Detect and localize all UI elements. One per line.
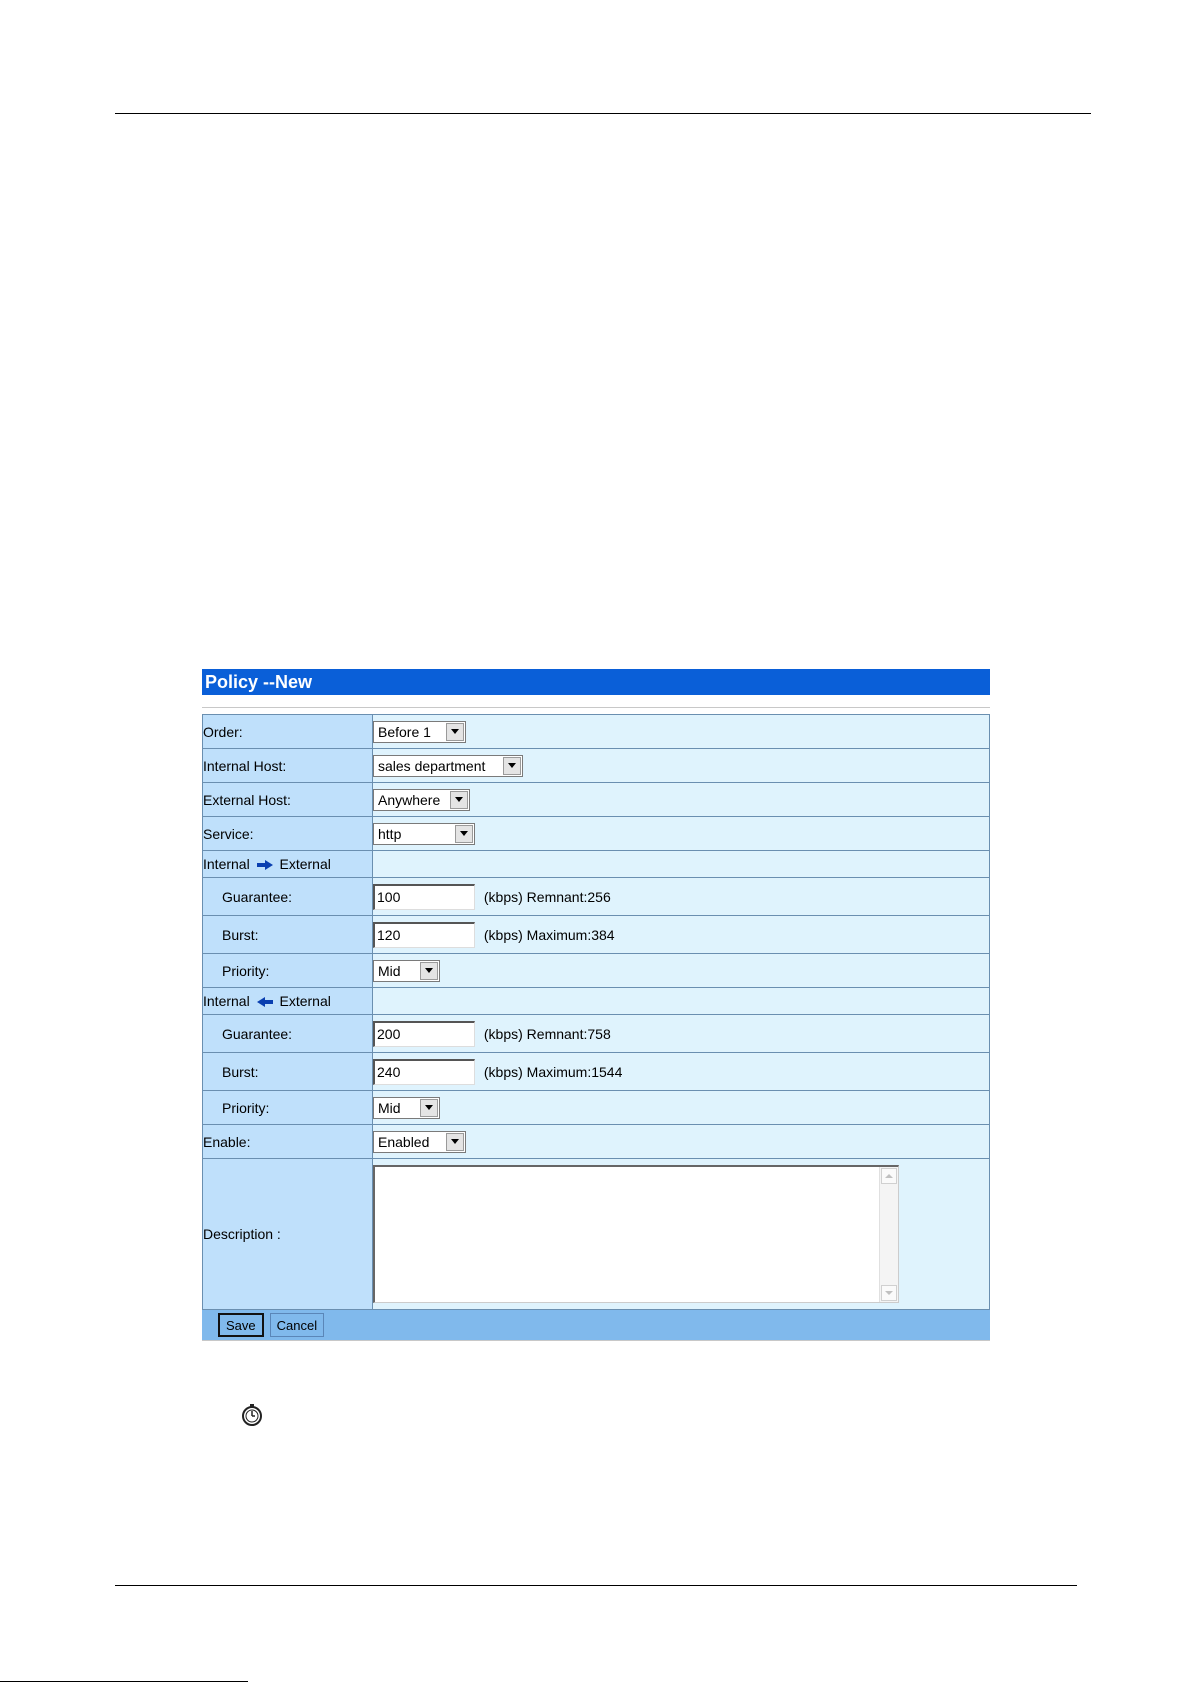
internal-host-select-value: sales department [378,757,486,774]
outbound-burst-row [203,916,990,954]
chevron-down-icon[interactable] [503,757,521,775]
inbound-priority-label: Priority: [203,1091,373,1125]
enable-select[interactable] [373,1131,466,1153]
footnote-rule [0,1681,248,1682]
inbound-heading-left: Internal [203,993,250,1009]
chevron-down-icon[interactable] [446,1133,464,1151]
description-textarea[interactable] [373,1165,899,1303]
chevron-down-icon[interactable] [420,1099,438,1117]
inbound-heading [203,988,373,1015]
outbound-guarantee-unit: (kbps) Remnant:256 [483,888,611,905]
service-select[interactable] [373,823,475,845]
cancel-button[interactable]: Cancel [270,1313,324,1337]
outbound-priority-select-value: Mid [378,962,401,979]
outbound-heading-row [203,851,990,878]
arrow-left-icon [257,997,273,1007]
inbound-guarantee-unit: (kbps) Remnant:758 [483,1025,611,1042]
button-bar [202,1310,990,1341]
arrow-right-icon [257,860,273,870]
chevron-down-icon[interactable] [420,962,438,980]
outbound-heading [203,851,373,878]
description-row [203,1159,990,1310]
scroll-up-icon[interactable] [881,1168,897,1184]
scroll-down-icon[interactable] [881,1285,897,1301]
service-select-value: http [378,825,402,842]
outbound-guarantee-row [203,878,990,916]
header-rule [115,113,1091,114]
inbound-guarantee-label: Guarantee: [203,1015,373,1053]
clock-icon [241,1403,263,1427]
inbound-priority-select[interactable] [373,1097,440,1119]
internal-host-select[interactable] [373,755,523,777]
outbound-burst-input[interactable]: 120 [373,922,475,948]
order-label: Order: [203,715,373,749]
external-host-select[interactable] [373,789,470,811]
order-select-value: Before 1 [378,723,431,740]
inbound-heading-row [203,988,990,1015]
policy-new-panel [202,669,990,1341]
order-row [203,715,990,749]
internal-host-label: Internal Host: [203,749,373,783]
inbound-priority-select-value: Mid [378,1099,401,1116]
inbound-priority-row [203,1091,990,1125]
chevron-down-icon[interactable] [446,723,464,741]
outbound-priority-row [203,954,990,988]
outbound-heading-right: External [279,856,331,872]
inbound-burst-input[interactable]: 240 [373,1059,475,1085]
internal-host-row [203,749,990,783]
outbound-guarantee-input[interactable]: 100 [373,884,475,910]
save-button[interactable]: Save [218,1313,264,1337]
chevron-down-icon[interactable] [450,791,468,809]
inbound-burst-unit: (kbps) Maximum:1544 [483,1063,623,1080]
order-select[interactable] [373,721,466,743]
outbound-priority-select[interactable] [373,960,440,982]
policy-form [202,714,990,1310]
inbound-guarantee-input[interactable]: 200 [373,1021,475,1047]
enable-row [203,1125,990,1159]
enable-label: Enable: [203,1125,373,1159]
service-label: Service: [203,817,373,851]
external-host-row [203,783,990,817]
description-label: Description : [203,1159,373,1310]
inbound-burst-row [203,1053,990,1091]
external-host-label: External Host: [203,783,373,817]
service-row [203,817,990,851]
external-host-select-value: Anywhere [378,791,441,808]
footer-rule [115,1585,1077,1586]
title-separator [202,695,990,708]
panel-title: Policy --New [202,669,990,695]
outbound-priority-label: Priority: [203,954,373,988]
outbound-guarantee-label: Guarantee: [203,878,373,916]
description-scrollbar[interactable] [879,1167,898,1302]
outbound-burst-unit: (kbps) Maximum:384 [483,926,615,943]
inbound-burst-label: Burst: [203,1053,373,1091]
chevron-down-icon[interactable] [455,825,473,843]
inbound-heading-right: External [279,993,331,1009]
outbound-heading-left: Internal [203,856,250,872]
outbound-burst-label: Burst: [203,916,373,954]
enable-select-value: Enabled [378,1133,430,1150]
inbound-guarantee-row [203,1015,990,1053]
